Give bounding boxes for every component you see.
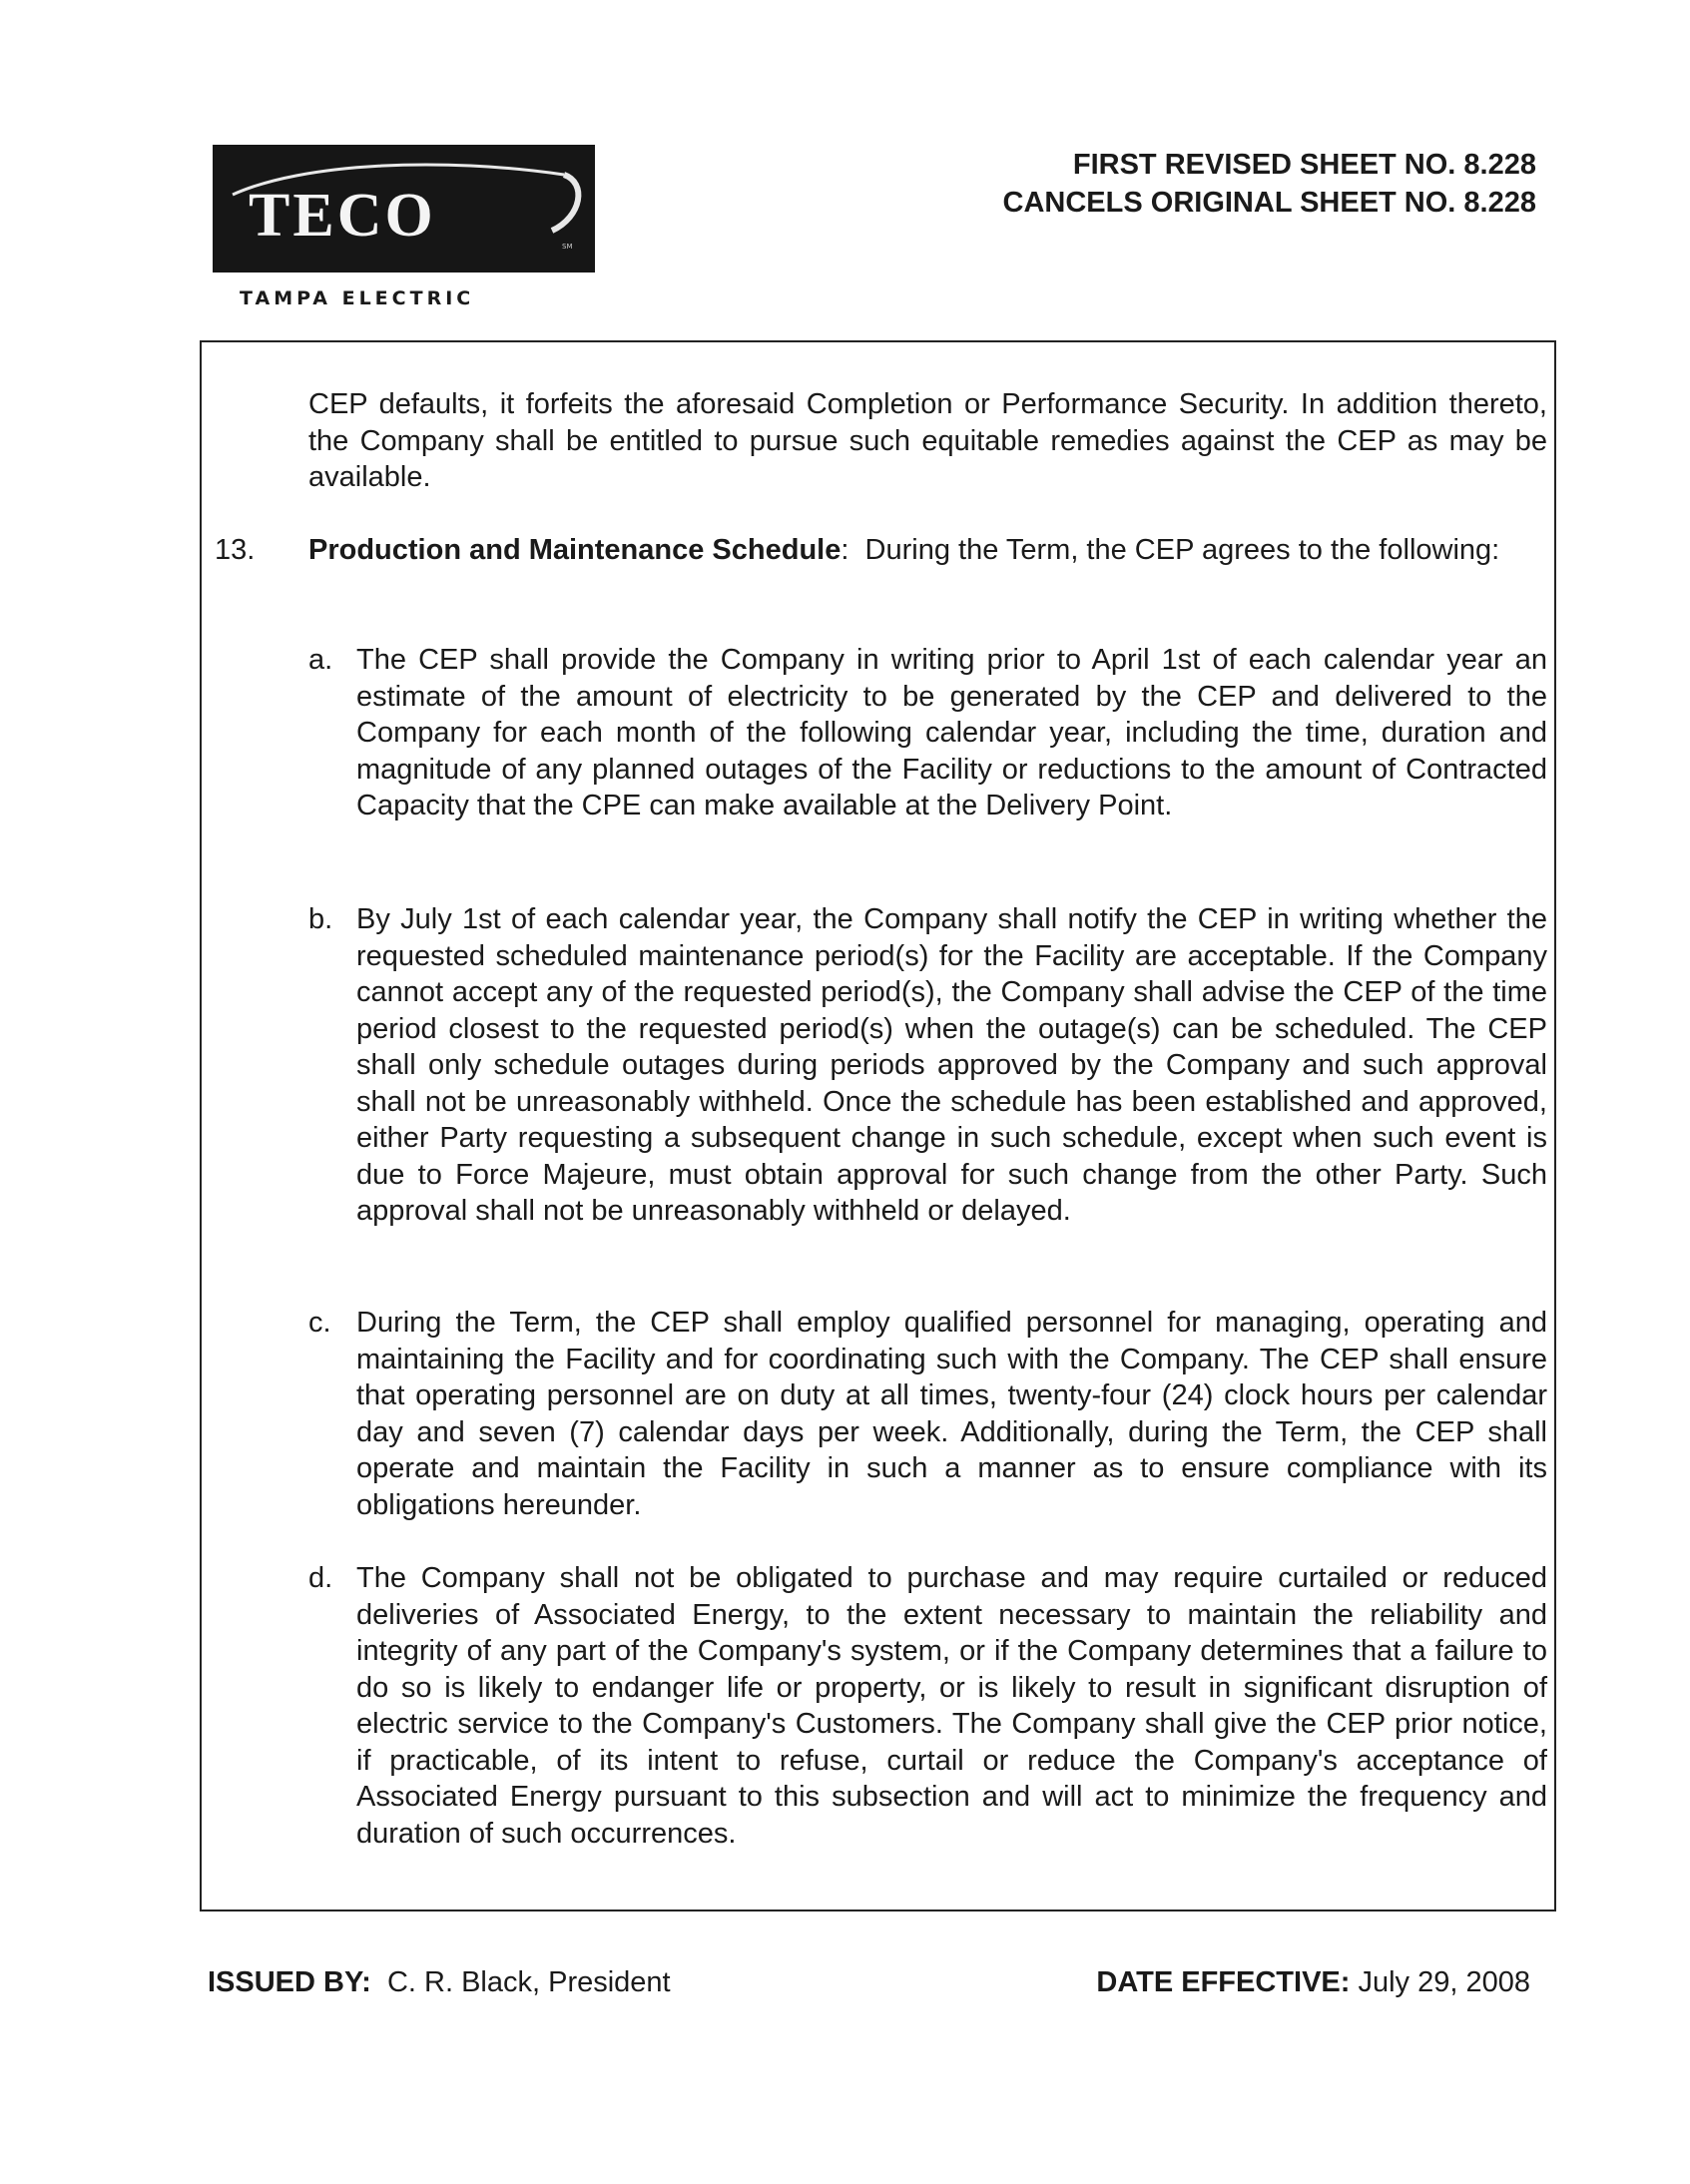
section-number: 13. [215,534,256,566]
date-effective [1096,1964,1530,2000]
section-13-paragraph [308,532,1547,569]
date-effective-value: July 29, 2008 [1358,1966,1530,1998]
item-b-letter: b. [308,903,333,935]
item-a-letter: a. [308,644,333,676]
teco-logo [213,145,595,273]
item-a-text: The CEP shall provide the Company in writing prior to April 1st of each calendar year an estimate of the amount of electricity to be generated by the CEP and delivered to the Company for each month of the following calendar year, including the time, duration and magnitude of any planned outages of the Facility or reductions to the amount of Contracted Capacity that the CPE can make available at the Delivery Point. [356,644,1547,821]
svg-text:SM: SM [562,243,573,251]
issued-by [208,1964,671,2000]
item-c-letter: c. [308,1307,331,1339]
section-intro-text: During the Term, the CEP agrees to the following: [864,534,1500,566]
item-b-text: By July 1st of each calendar year, the Company shall notify the CEP in writing whether the requested scheduled maintenance period(s) for the Facility are acceptable. If the Company cannot accept any of the requested period(s), the Company shall advise the CEP of the time period closest to the requested period(s) when the outage(s) can be scheduled. The CEP shall only schedule outages during periods approved by the Company and such approval shall not be unreasonably withheld. Once the schedule has been established and approved, either Party requesting a subsequent change in such schedule, except when such event is due to Force Majeure, must obtain approval for such change from the other Party. Such approval shall not be unreasonably withheld or delayed. [356,903,1547,1227]
issued-by-label: ISSUED BY: [208,1966,371,1998]
issued-by-value: C. R. Black, President [386,1966,671,1998]
sheet-line-2: CANCELS ORIGINAL SHEET NO. 8.228 [1002,187,1536,219]
item-d-text: The Company shall not be obligated to purchase and may require curtailed or reduced deliveries of Associated Energy, to the extent necessary to maintain the reliability and integrity of any part of the Company's system, or if the Company determines that a failure to do so is likely to endanger life or property, or is likely to result in significant disruption of electric service to the Company's Customers. The Company shall give the CEP prior notice, if practicable, of its intent to refuse, curtail or reduce the Company's acceptance of Associated Energy pursuant to this subsection and will act to minimize the frequency and duration of such occurrences. [356,1562,1547,1850]
intro-paragraph: CEP defaults, it forfeits the aforesaid Completion or Performance Security. In addition thereto, the Company shall be entitled to pursue such equitable remedies against the CEP as may be available. [308,388,1547,493]
sheet-line-1: FIRST REVISED SHEET NO. 8.228 [1072,149,1536,181]
date-effective-label: DATE EFFECTIVE: [1096,1966,1351,1998]
logo-wordmark: TECO [249,182,436,250]
section-heading-colon: : [841,534,849,566]
item-d-letter: d. [308,1562,333,1594]
item-c-text: During the Term, the CEP shall employ qualified personnel for managing, operating and maintaining the Facility and for coordinating such with the Company. The CEP shall ensure that operating personnel are on duty at all times, twenty-four (24) clock hours per calendar day and seven (7) calendar days per week. Additionally, during the Term, the CEP shall operate and maintain the Facility in such a manner as to ensure compliance with its obligations hereunder. [356,1307,1547,1521]
company-name: TAMPA ELECTRIC [240,287,475,309]
sheet-number-header [1003,146,1536,222]
section-heading: Production and Maintenance Schedule [308,534,842,566]
